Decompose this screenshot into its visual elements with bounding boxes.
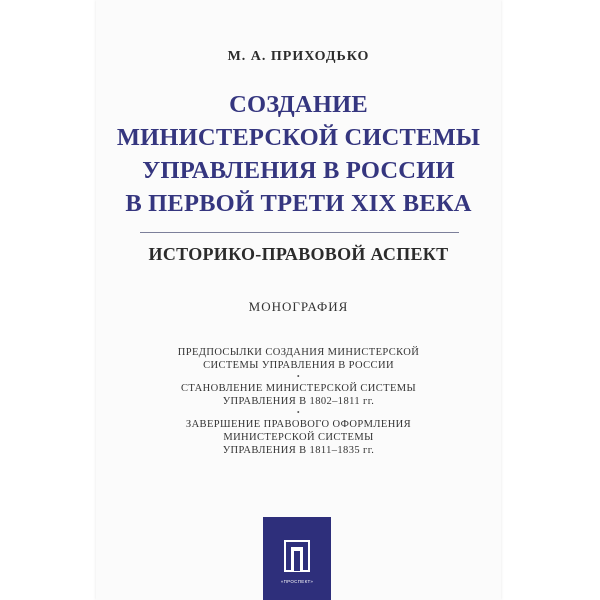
book-title: [96, 88, 501, 220]
bullet-separator: •: [296, 408, 301, 417]
publisher-name: «ПРОСПЕКТ»: [280, 579, 314, 584]
bullet-separator: •: [296, 372, 301, 381]
contents-line: ПРЕДПОСЫЛКИ СОЗДАНИЯ МИНИСТЕРСКОЙ: [177, 347, 420, 358]
book-title-line: СОЗДАНИЕ: [229, 91, 368, 118]
contents-line: ЗАВЕРШЕНИЕ ПРАВОВОГО ОФОРМЛЕНИЯ: [185, 419, 412, 430]
contents-line: УПРАВЛЕНИЯ В 1811–1835 гг.: [222, 445, 375, 456]
book-genre: МОНОГРАФИЯ: [248, 299, 349, 314]
contents-list: [96, 346, 501, 457]
book-title-line: МИНИСТЕРСКОЙ СИСТЕМЫ: [116, 124, 481, 151]
contents-line: СИСТЕМЫ УПРАВЛЕНИЯ В РОССИИ: [203, 360, 394, 371]
book-subtitle: ИСТОРИКО-ПРАВОВОЙ АСПЕКТ: [148, 244, 449, 264]
contents-item: [96, 382, 501, 408]
contents-line: СТАНОВЛЕНИЕ МИНИСТЕРСКОЙ СИСТЕМЫ: [180, 383, 417, 394]
book-cover: [96, 0, 501, 600]
publisher-emblem-icon: [283, 539, 311, 573]
title-divider: [140, 232, 459, 233]
book-title-line: УПРАВЛЕНИЯ В РОССИИ: [142, 157, 455, 184]
contents-line: МИНИСТЕРСКОЙ СИСТЕМЫ: [223, 432, 374, 443]
book-author: М. А. ПРИХОДЬКО: [227, 49, 370, 64]
contents-line: УПРАВЛЕНИЯ В 1802–1811 гг.: [222, 396, 375, 407]
contents-item: [96, 346, 501, 372]
publisher-logo: [263, 517, 331, 600]
contents-item: [96, 418, 501, 457]
book-title-line: В ПЕРВОЙ ТРЕТИ XIX ВЕКА: [125, 190, 472, 217]
